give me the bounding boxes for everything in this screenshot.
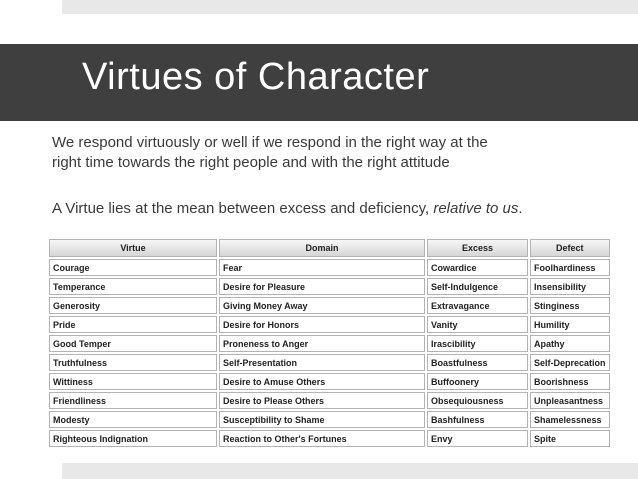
paragraph-mean <box>52 199 523 219</box>
cell-excess: Boastfulness <box>427 354 528 371</box>
table-row <box>49 392 610 409</box>
cell-excess: Vanity <box>427 316 528 333</box>
slide-title: Virtues of Character <box>82 56 430 98</box>
cell-defect: Apathy <box>530 335 610 352</box>
table-row <box>49 259 610 276</box>
cell-virtue: Truthfulness <box>49 354 217 371</box>
cell-domain: Self-Presentation <box>219 354 425 371</box>
cell-excess: Buffoonery <box>427 373 528 390</box>
cell-defect: Foolhardiness <box>530 259 610 276</box>
table-row <box>49 297 610 314</box>
table-row <box>49 373 610 390</box>
cell-virtue: Good Temper <box>49 335 217 352</box>
cell-virtue: Wittiness <box>49 373 217 390</box>
cell-domain: Desire to Amuse Others <box>219 373 425 390</box>
title-bar <box>0 44 638 121</box>
header-domain: Domain <box>219 239 425 257</box>
table-row <box>49 278 610 295</box>
cell-domain: Desire for Honors <box>219 316 425 333</box>
bottom-decorative-strip <box>62 463 638 479</box>
cell-virtue: Friendliness <box>49 392 217 409</box>
cell-domain: Susceptibility to Shame <box>219 411 425 428</box>
cell-excess: Irascibility <box>427 335 528 352</box>
paragraph-mean-italic: relative to us <box>433 200 519 217</box>
cell-defect: Unpleasantness <box>530 392 610 409</box>
cell-defect: Humility <box>530 316 610 333</box>
cell-domain: Desire for Pleasure <box>219 278 425 295</box>
cell-defect: Shamelessness <box>530 411 610 428</box>
cell-excess: Self-Indulgence <box>427 278 528 295</box>
cell-excess: Bashfulness <box>427 411 528 428</box>
cell-defect: Self-Deprecation <box>530 354 610 371</box>
header-virtue: Virtue <box>49 239 217 257</box>
table-row <box>49 430 610 447</box>
header-defect: Defect <box>530 239 610 257</box>
top-decorative-strip <box>62 0 638 14</box>
cell-domain: Giving Money Away <box>219 297 425 314</box>
cell-excess: Obsequiousness <box>427 392 528 409</box>
paragraph-respond <box>52 133 488 173</box>
cell-virtue: Generosity <box>49 297 217 314</box>
cell-defect: Insensibility <box>530 278 610 295</box>
table-row <box>49 354 610 371</box>
paragraph-mean-text: A Virtue lies at the mean between excess and deficiency, <box>52 200 434 217</box>
paragraph-respond-line2: right time towards the right people and with the right attitude <box>52 154 450 171</box>
paragraph-respond-line1: We respond virtuously or well if we respond in the right way at the <box>52 134 488 151</box>
cell-domain: Desire to Please Others <box>219 392 425 409</box>
cell-virtue: Temperance <box>49 278 217 295</box>
cell-excess: Cowardice <box>427 259 528 276</box>
cell-domain: Fear <box>219 259 425 276</box>
virtues-table <box>47 237 612 449</box>
cell-virtue: Righteous Indignation <box>49 430 217 447</box>
table-row <box>49 316 610 333</box>
cell-defect: Spite <box>530 430 610 447</box>
cell-domain: Reaction to Other's Fortunes <box>219 430 425 447</box>
cell-defect: Boorishness <box>530 373 610 390</box>
cell-excess: Extravagance <box>427 297 528 314</box>
cell-excess: Envy <box>427 430 528 447</box>
paragraph-mean-end: . <box>518 200 523 217</box>
cell-virtue: Pride <box>49 316 217 333</box>
table-header-row <box>49 239 610 257</box>
cell-defect: Stinginess <box>530 297 610 314</box>
header-excess: Excess <box>427 239 528 257</box>
table-row <box>49 411 610 428</box>
cell-virtue: Modesty <box>49 411 217 428</box>
cell-domain: Proneness to Anger <box>219 335 425 352</box>
cell-virtue: Courage <box>49 259 217 276</box>
table-row <box>49 335 610 352</box>
